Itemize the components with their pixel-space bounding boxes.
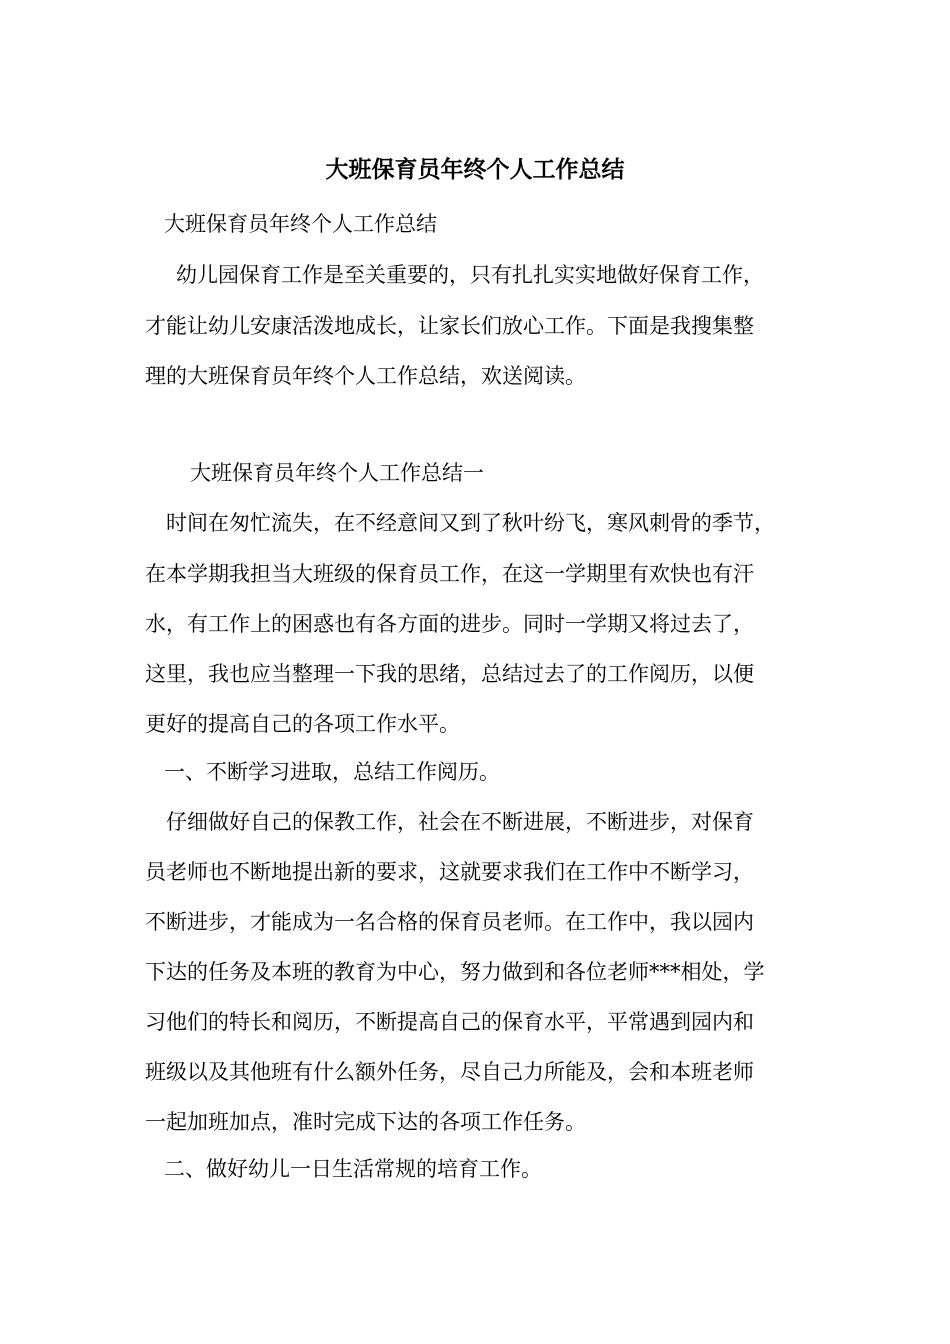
- subtitle-line: 大班保育员年终个人工作总结: [164, 212, 437, 236]
- paragraph-line: 一起加班加点，准时完成下达的各项工作任务。: [145, 1110, 586, 1134]
- document-title: 大班保育员年终个人工作总结: [325, 156, 625, 183]
- paragraph-line: 下达的任务及本班的教育为中心，努力做到和各位老师***相处，学: [145, 960, 765, 984]
- paragraph-line: 班级以及其他班有什么额外任务，尽自己力所能及，会和本班老师: [145, 1060, 754, 1084]
- paragraph-line: 习他们的特长和阅历，不断提高自己的保育水平，平常遇到园内和: [145, 1010, 754, 1034]
- paragraph-line: 不断进步，才能成为一名合格的保育员老师。在工作中，我以园内: [145, 910, 754, 934]
- section-heading: 大班保育员年终个人工作总结一: [190, 461, 484, 485]
- paragraph-line: 理的大班保育员年终个人工作总结，欢送阅读。: [145, 364, 586, 388]
- paragraph-line: 时间在匆忙流失，在不经意间又到了秋叶纷飞，寒风刺骨的季节，: [166, 511, 775, 535]
- section-heading: 一、不断学习进取，总结工作阅历。: [164, 760, 500, 784]
- paragraph-line: 员老师也不断地提出新的要求，这就要求我们在工作中不断学习，: [145, 860, 754, 884]
- paragraph-line: 这里，我也应当整理一下我的思绪，总结过去了的工作阅历，以便: [145, 662, 754, 686]
- paragraph-line: 更好的提高自己的各项工作水平。: [145, 712, 460, 736]
- paragraph-line: 在本学期我担当大班级的保育员工作，在这一学期里有欢快也有汗: [145, 562, 754, 586]
- paragraph-line: 仔细做好自己的保教工作，社会在不断进展，不断进步，对保育: [166, 810, 754, 834]
- paragraph-line: 水，有工作上的困惑也有各方面的进步。同时一学期又将过去了，: [145, 612, 754, 636]
- paragraph-line: 才能让幼儿安康活泼地成长，让家长们放心工作。下面是我搜集整: [145, 314, 754, 338]
- section-heading: 二、做好幼儿一日生活常规的培育工作。: [164, 1157, 542, 1181]
- paragraph-line: 幼儿园保育工作是至关重要的，只有扎扎实实地做好保育工作，: [176, 263, 764, 287]
